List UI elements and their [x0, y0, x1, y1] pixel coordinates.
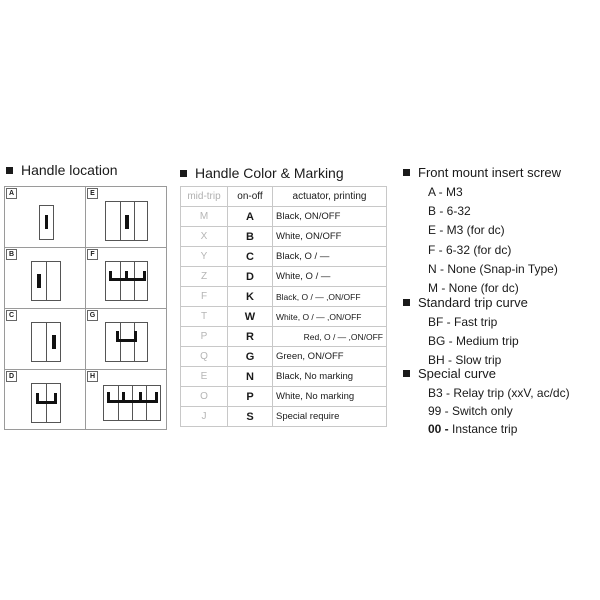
actuator-desc: White, ON/OFF: [273, 227, 387, 247]
table-row: [181, 347, 387, 367]
table-row: [181, 327, 387, 347]
special-curve-list: [428, 384, 570, 438]
header-actuator: actuator, printing: [273, 187, 387, 207]
handle-location-grid: [4, 186, 167, 430]
cell-label: D: [6, 371, 17, 382]
table-row: [181, 247, 387, 267]
table-row: [181, 207, 387, 227]
table-row: [181, 267, 387, 287]
standard-trip-heading: [403, 295, 528, 310]
breaker-body-4-pole: [103, 385, 161, 421]
cell-label: C: [6, 310, 17, 321]
breaker-body-3-pole: [105, 322, 148, 362]
standard-trip-title: Standard trip curve: [418, 295, 528, 310]
mid-trip-code: P: [181, 327, 228, 347]
header-on-off: on-off: [228, 187, 273, 207]
on-off-code: K: [228, 287, 273, 307]
cell-label: G: [87, 310, 98, 321]
on-off-code: W: [228, 307, 273, 327]
handle-color-table: [180, 186, 387, 427]
actuator-desc: Black, ON/OFF: [273, 207, 387, 227]
mid-trip-code: X: [181, 227, 228, 247]
table-row: [181, 367, 387, 387]
handle-cell-e: [86, 187, 167, 248]
bullet-icon: [6, 167, 13, 174]
on-off-code: G: [228, 347, 273, 367]
handle-cell-a: [5, 187, 86, 248]
bullet-icon: [403, 370, 410, 377]
breaker-body-3-pole: [105, 261, 148, 301]
special-curve-title: Special curve: [418, 366, 497, 381]
mid-trip-code: O: [181, 387, 228, 407]
on-off-code: R: [228, 327, 273, 347]
actuator-desc: White, O / —: [273, 267, 387, 287]
mid-trip-code: Y: [181, 247, 228, 267]
front-mount-title: Front mount insert screw: [418, 165, 562, 180]
special-code: 00 -: [428, 422, 449, 436]
breaker-body-3-pole: [105, 201, 148, 241]
cell-label: B: [6, 249, 17, 260]
mid-trip-code: M: [181, 207, 228, 227]
cell-label: E: [87, 188, 98, 199]
mid-trip-code: J: [181, 407, 228, 427]
actuator-desc: Red, O / — ,ON/OFF: [273, 327, 387, 347]
list-item: F - 6-32 (for dc): [428, 242, 512, 257]
handle-cell-d: [5, 370, 86, 431]
list-item: BF - Fast trip: [428, 315, 498, 329]
on-off-code: P: [228, 387, 273, 407]
cell-label: A: [6, 188, 17, 199]
handle-location-heading: [6, 162, 118, 178]
handle-cell-f: [86, 248, 167, 309]
list-item: N - None (Snap-in Type): [428, 261, 558, 276]
bullet-icon: [403, 299, 410, 306]
actuator-desc: Black, No marking: [273, 367, 387, 387]
handle-mark: [52, 335, 56, 349]
table-header-row: [181, 187, 387, 207]
special-curve-heading: [403, 366, 496, 381]
bullet-icon: [403, 169, 410, 176]
mid-trip-code: Z: [181, 267, 228, 287]
on-off-code: N: [228, 367, 273, 387]
table-row: [181, 387, 387, 407]
handle-location-title: Handle location: [21, 162, 118, 178]
list-item: B - 6-32: [428, 204, 471, 219]
table-row: [181, 307, 387, 327]
bullet-icon: [180, 170, 187, 177]
breaker-body-2-pole: [31, 322, 61, 362]
list-item: E - M3 (for dc): [428, 223, 505, 238]
list-item: [428, 420, 570, 438]
list-item: 99 - Switch only: [428, 404, 513, 418]
front-mount-heading: [403, 165, 561, 180]
header-mid-trip: mid-trip: [181, 187, 228, 207]
list-item: BG - Medium trip: [428, 334, 519, 348]
handle-tie-bar: [107, 400, 158, 403]
breaker-body-1-pole: [39, 205, 54, 240]
handle-mark: [125, 215, 129, 229]
mid-trip-code: Q: [181, 347, 228, 367]
handle-mark: [37, 274, 41, 288]
handle-color-heading: [180, 165, 344, 181]
actuator-desc: Black, O / — ,ON/OFF: [273, 287, 387, 307]
handle-cell-h: [86, 370, 167, 431]
list-item: M - None (for dc): [428, 281, 519, 296]
handle-cell-g: [86, 309, 167, 370]
cell-label: H: [87, 371, 98, 382]
actuator-desc: White, O / — ,ON/OFF: [273, 307, 387, 327]
handle-mark: [45, 215, 48, 229]
actuator-desc: Black, O / —: [273, 247, 387, 267]
front-mount-list: [428, 183, 558, 298]
handle-cell-b: [5, 248, 86, 309]
breaker-body-2-pole: [31, 383, 61, 423]
actuator-desc: Green, ON/OFF: [273, 347, 387, 367]
handle-color-title: Handle Color & Marking: [195, 165, 344, 181]
standard-trip-list: [428, 313, 519, 370]
breaker-body-2-pole: [31, 261, 61, 301]
mid-trip-code: F: [181, 287, 228, 307]
list-item: B3 - Relay trip (xxV, ac/dc): [428, 386, 570, 400]
actuator-desc: White, No marking: [273, 387, 387, 407]
mid-trip-code: T: [181, 307, 228, 327]
on-off-code: D: [228, 267, 273, 287]
on-off-code: S: [228, 407, 273, 427]
cell-label: F: [87, 249, 98, 260]
handle-cell-c: [5, 309, 86, 370]
table-row: [181, 407, 387, 427]
list-item: A - M3: [428, 185, 463, 199]
on-off-code: A: [228, 207, 273, 227]
mid-trip-code: E: [181, 367, 228, 387]
special-desc: Instance trip: [452, 422, 518, 436]
on-off-code: B: [228, 227, 273, 247]
on-off-code: C: [228, 247, 273, 267]
table-row: [181, 227, 387, 247]
actuator-desc: Special require: [273, 407, 387, 427]
list-item: BH - Slow trip: [428, 353, 502, 367]
table-row: [181, 287, 387, 307]
